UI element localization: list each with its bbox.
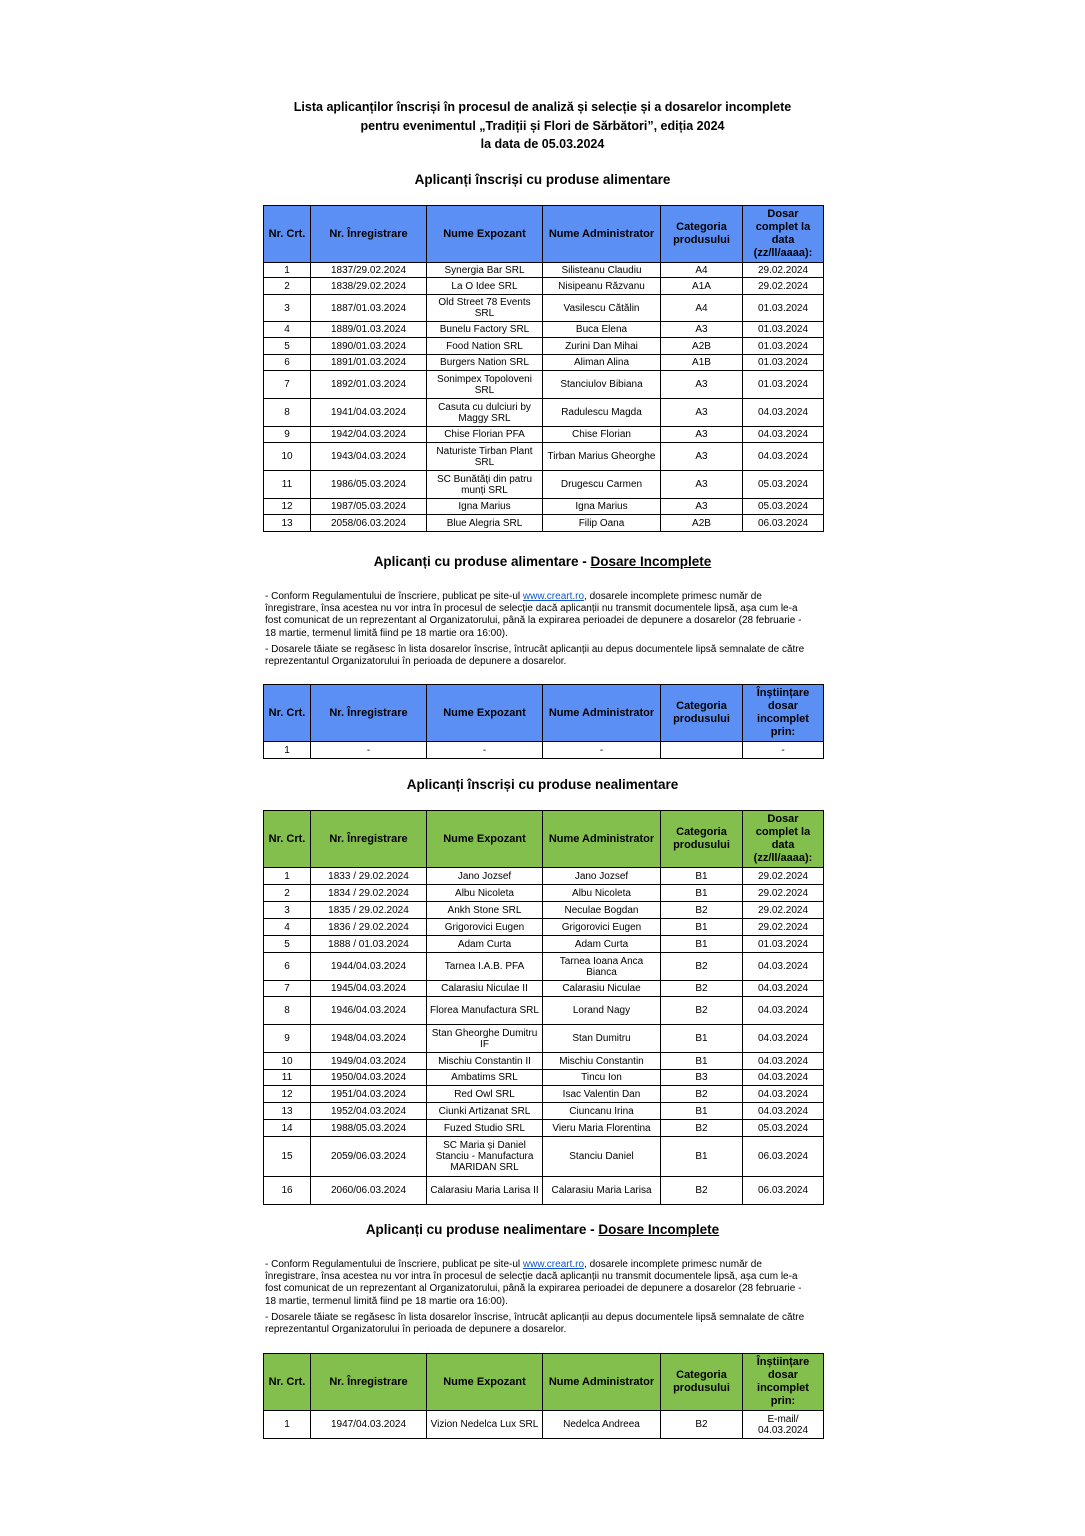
cell-dosar-data: E-mail/ 04.03.2024 <box>743 1411 824 1439</box>
cell-categoria-produsului: B2 <box>661 1120 743 1137</box>
cell-nume-administrator: Stan Dumitru <box>543 1025 661 1053</box>
cell-dosar-data: 04.03.2024 <box>743 997 824 1025</box>
header-categoria-produsului: Categoria produsului <box>661 1354 743 1411</box>
cell-dosar-data: 29.02.2024 <box>743 885 824 902</box>
header-row <box>264 206 824 263</box>
cell-categoria-produsului: A4 <box>661 263 743 278</box>
header-nume-expozant: Nume Expozant <box>427 206 543 263</box>
cell-categoria-produsului: B1 <box>661 885 743 902</box>
cell-dosar-data: 04.03.2024 <box>743 953 824 981</box>
cell-nr-crt: 5 <box>264 936 311 953</box>
cell-nr-crt: 14 <box>264 1120 311 1137</box>
document-title <box>0 98 1085 154</box>
cell-nume-expozant: Red Owl SRL <box>427 1086 543 1103</box>
header-nr-inregistrare: Nr. Înregistrare <box>311 811 427 868</box>
nonfood-incomplete-title-text: Aplicanți cu produse nealimentare - <box>365 1222 599 1237</box>
cell-nume-expozant: Chise Florian PFA <box>427 427 543 443</box>
table-row <box>264 371 824 399</box>
cell-dosar-data: 29.02.2024 <box>743 919 824 936</box>
cell-nume-administrator: Neculae Bogdan <box>543 902 661 919</box>
cell-categoria-produsului: B1 <box>661 868 743 885</box>
cell-dosar-data: 04.03.2024 <box>743 1103 824 1120</box>
cell-nr-crt: 3 <box>264 295 311 322</box>
cell-dosar-data: 04.03.2024 <box>743 427 824 443</box>
cell-categoria-produsului: B2 <box>661 997 743 1025</box>
cell-nr-crt: 16 <box>264 1177 311 1205</box>
cell-nr-inregistrare: 1891/01.03.2024 <box>311 355 427 371</box>
cell-nume-expozant: Old Street 78 Events SRL <box>427 295 543 322</box>
cell-nume-expozant: La O Idee SRL <box>427 278 543 295</box>
cell-nr-inregistrare: 1943/04.03.2024 <box>311 443 427 471</box>
table-row <box>264 1177 824 1205</box>
cell-nr-inregistrare: 1944/04.03.2024 <box>311 953 427 981</box>
table-row <box>264 278 824 295</box>
cell-nume-administrator: Stanciulov Bibiana <box>543 371 661 399</box>
cell-nr-crt: 3 <box>264 902 311 919</box>
cell-nume-expozant: Casuta cu dulciuri by Maggy SRL <box>427 399 543 427</box>
cell-nume-administrator: Tirban Marius Gheorghe <box>543 443 661 471</box>
table-row <box>264 868 824 885</box>
cell-dosar-data: 04.03.2024 <box>743 1053 824 1070</box>
creart-link[interactable]: www.creart.ro <box>522 1259 585 1270</box>
cell-nume-administrator: Radulescu Magda <box>543 399 661 427</box>
cell-nr-crt: 4 <box>264 322 311 338</box>
cell-categoria-produsului: B2 <box>661 902 743 919</box>
cell-nr-inregistrare: 1838/29.02.2024 <box>311 278 427 295</box>
cell-dosar-data: 29.02.2024 <box>743 263 824 278</box>
cell-dosar-data: 06.03.2024 <box>743 515 824 532</box>
cell-categoria-produsului: B1 <box>661 1053 743 1070</box>
cell-nume-expozant: SC Bunătăți din patru munți SRL <box>427 471 543 499</box>
table-row <box>264 427 824 443</box>
table-row <box>264 1086 824 1103</box>
cell-nr-crt: 9 <box>264 427 311 443</box>
cell-nume-expozant: Fuzed Studio SRL <box>427 1120 543 1137</box>
cell-categoria-produsului: A2B <box>661 338 743 355</box>
header-nume-administrator: Nume Administrator <box>543 1354 661 1411</box>
cell-dosar-data: 29.02.2024 <box>743 278 824 295</box>
header-nr-inregistrare: Nr. Înregistrare <box>311 1354 427 1411</box>
note-paragraph-1 <box>265 1259 805 1308</box>
table-row <box>264 919 824 936</box>
cell-nr-inregistrare: 1941/04.03.2024 <box>311 399 427 427</box>
cell-nume-administrator: Nedelca Andreea <box>543 1411 661 1439</box>
table-row <box>264 953 824 981</box>
cell-nr-crt: 8 <box>264 997 311 1025</box>
cell-categoria-produsului: A1A <box>661 278 743 295</box>
header-categoria-produsului: Categoria produsului <box>661 206 743 263</box>
cell-nr-crt: 1 <box>264 742 311 759</box>
title-line-2: pentru evenimentul „Tradiții și Flori de Sărbători”, ediția 2024 <box>360 118 725 133</box>
cell-nume-administrator: Zurini Dan Mihai <box>543 338 661 355</box>
cell-nume-administrator: Mischiu Constantin <box>543 1053 661 1070</box>
cell-categoria-produsului: B3 <box>661 1070 743 1086</box>
cell-categoria-produsului: B1 <box>661 936 743 953</box>
cell-nume-administrator: Filip Oana <box>543 515 661 532</box>
food-registered-title: Aplicanți înscriși cu produse alimentare <box>414 172 671 187</box>
cell-categoria-produsului: B2 <box>661 981 743 997</box>
title-line-1: Lista aplicanților înscriși în procesul de analiză și selecție și a dosarelor incomplete <box>293 100 792 114</box>
cell-nume-expozant: Ambatims SRL <box>427 1070 543 1086</box>
cell-nr-inregistrare: 1948/04.03.2024 <box>311 1025 427 1053</box>
header-nume-expozant: Nume Expozant <box>427 1354 543 1411</box>
cell-nr-inregistrare: 1951/04.03.2024 <box>311 1086 427 1103</box>
cell-nume-administrator: Vieru Maria Florentina <box>543 1120 661 1137</box>
cell-dosar-data: 04.03.2024 <box>743 1025 824 1053</box>
nonfood-incomplete-note <box>265 1259 805 1340</box>
food-incomplete-table <box>263 684 824 759</box>
cell-categoria-produsului: B1 <box>661 1103 743 1120</box>
cell-nume-administrator: Jano Jozsef <box>543 868 661 885</box>
cell-nr-inregistrare: 1890/01.03.2024 <box>311 338 427 355</box>
table-row <box>264 263 824 278</box>
cell-dosar-data: 29.02.2024 <box>743 868 824 885</box>
cell-dosar-data: 04.03.2024 <box>743 399 824 427</box>
nonfood-incomplete-table <box>263 1353 824 1439</box>
cell-nume-expozant: Calarasiu Niculae II <box>427 981 543 997</box>
table-row <box>264 322 824 338</box>
header-nr-crt: Nr. Crt. <box>264 206 311 263</box>
table-row <box>264 1120 824 1137</box>
cell-categoria-produsului: A3 <box>661 322 743 338</box>
food-incomplete-title-underlined: Dosare Incomplete <box>590 554 712 569</box>
cell-nr-inregistrare: - <box>311 742 427 759</box>
cell-dosar-data: 01.03.2024 <box>743 338 824 355</box>
cell-nr-inregistrare: 1949/04.03.2024 <box>311 1053 427 1070</box>
cell-nr-crt: 5 <box>264 338 311 355</box>
cell-nr-inregistrare: 2060/06.03.2024 <box>311 1177 427 1205</box>
cell-nume-administrator: Nisipeanu Răzvanu <box>543 278 661 295</box>
cell-nr-crt: 6 <box>264 953 311 981</box>
cell-nume-administrator: Chise Florian <box>543 427 661 443</box>
table-row <box>264 515 824 532</box>
table-row <box>264 936 824 953</box>
cell-dosar-data: 04.03.2024 <box>743 1070 824 1086</box>
cell-nr-inregistrare: 2059/06.03.2024 <box>311 1137 427 1177</box>
cell-nr-inregistrare: 1834 / 29.02.2024 <box>311 885 427 902</box>
cell-categoria-produsului: B1 <box>661 919 743 936</box>
cell-categoria-produsului: B1 <box>661 1137 743 1177</box>
header-row <box>264 811 824 868</box>
header-nume-expozant: Nume Expozant <box>427 685 543 742</box>
cell-nume-administrator: Silisteanu Claudiu <box>543 263 661 278</box>
cell-nr-crt: 13 <box>264 1103 311 1120</box>
nonfood-incomplete-title-underlined: Dosare Incomplete <box>598 1222 720 1237</box>
cell-categoria-produsului: A3 <box>661 443 743 471</box>
header-nr-crt: Nr. Crt. <box>264 811 311 868</box>
cell-nr-crt: 12 <box>264 499 311 515</box>
cell-nr-crt: 9 <box>264 1025 311 1053</box>
table-row <box>264 499 824 515</box>
cell-nume-administrator: Calarasiu Maria Larisa <box>543 1177 661 1205</box>
cell-nume-administrator: Ciuncanu Irina <box>543 1103 661 1120</box>
food-incomplete-title <box>0 554 1085 569</box>
cell-nr-crt: 11 <box>264 1070 311 1086</box>
note-paragraph-2: - Dosarele tăiate se regăsesc în lista dosarelor înscrise, întrucât aplicanții au depus documentele lipsă semnalate de către reprezentantul Organizatorului în perioada de depunere a dosarelor. <box>265 1311 805 1336</box>
cell-nr-crt: 8 <box>264 399 311 427</box>
cell-nume-administrator: Grigorovici Eugen <box>543 919 661 936</box>
cell-nume-expozant: Mischiu Constantin II <box>427 1053 543 1070</box>
header-categoria-produsului: Categoria produsului <box>661 685 743 742</box>
cell-categoria-produsului <box>661 742 743 759</box>
cell-nume-expozant: Blue Alegria SRL <box>427 515 543 532</box>
cell-categoria-produsului: A3 <box>661 471 743 499</box>
cell-categoria-produsului: A2B <box>661 515 743 532</box>
cell-categoria-produsului: A3 <box>661 399 743 427</box>
nonfood-registered-table <box>263 810 824 1205</box>
cell-nume-administrator: Igna Marius <box>543 499 661 515</box>
food-registered-table <box>263 205 824 532</box>
header-row <box>264 1354 824 1411</box>
cell-nr-crt: 15 <box>264 1137 311 1177</box>
creart-link[interactable]: www.creart.ro <box>522 591 585 602</box>
header-nr-crt: Nr. Crt. <box>264 1354 311 1411</box>
header-row <box>264 685 824 742</box>
cell-nr-inregistrare: 1889/01.03.2024 <box>311 322 427 338</box>
cell-dosar-data: 04.03.2024 <box>743 1086 824 1103</box>
cell-nr-crt: 2 <box>264 885 311 902</box>
cell-categoria-produsului: B2 <box>661 953 743 981</box>
cell-nr-inregistrare: 1952/04.03.2024 <box>311 1103 427 1120</box>
cell-nr-crt: 13 <box>264 515 311 532</box>
cell-nume-expozant: Igna Marius <box>427 499 543 515</box>
cell-nume-administrator: Stanciu Daniel <box>543 1137 661 1177</box>
cell-nume-administrator: Calarasiu Niculae <box>543 981 661 997</box>
table-row <box>264 1070 824 1086</box>
cell-nume-expozant: Grigorovici Eugen <box>427 919 543 936</box>
cell-nume-expozant: Burgers Nation SRL <box>427 355 543 371</box>
table-row <box>264 742 824 759</box>
note-text-after: , dosarele incomplete primesc număr de înregistrare, însa acestea nu vor intra în procesul de selecție dacă aplicanții nu transmit documentele lipsă, așa cum le-a fost comunicat de un reprezentant al Organizatorului, până la expirarea perioadei de depunere a dosarelor (28 februarie - 18 martie, termenul limită fiind pe 18 martie ora 16:00). <box>265 591 802 639</box>
cell-nume-administrator: Tincu Ion <box>543 1070 661 1086</box>
cell-nume-expozant: Ciunki Artizanat SRL <box>427 1103 543 1120</box>
table-row <box>264 338 824 355</box>
header-nume-administrator: Nume Administrator <box>543 811 661 868</box>
cell-dosar-data: 04.03.2024 <box>743 443 824 471</box>
cell-nume-expozant: SC Maria și Daniel Stanciu - Manufactura MARIDAN SRL <box>427 1137 543 1177</box>
table-row <box>264 1053 824 1070</box>
cell-dosar-data: 05.03.2024 <box>743 1120 824 1137</box>
cell-dosar-data: 29.02.2024 <box>743 902 824 919</box>
header-dosar-data: Înștiințare dosar incomplet prin: <box>743 685 824 742</box>
header-nume-administrator: Nume Administrator <box>543 206 661 263</box>
cell-nr-inregistrare: 1942/04.03.2024 <box>311 427 427 443</box>
cell-categoria-produsului: B2 <box>661 1177 743 1205</box>
table-row <box>264 443 824 471</box>
cell-nr-inregistrare: 1888 / 01.03.2024 <box>311 936 427 953</box>
table-row <box>264 295 824 322</box>
cell-nume-administrator: Isac Valentin Dan <box>543 1086 661 1103</box>
cell-nr-crt: 1 <box>264 868 311 885</box>
cell-nr-inregistrare: 1837/29.02.2024 <box>311 263 427 278</box>
cell-nume-expozant: Synergia Bar SRL <box>427 263 543 278</box>
food-incomplete-title-text: Aplicanți cu produse alimentare - <box>373 554 591 569</box>
table-row <box>264 1103 824 1120</box>
cell-dosar-data: 05.03.2024 <box>743 471 824 499</box>
cell-nume-expozant: Bunelu Factory SRL <box>427 322 543 338</box>
cell-nume-expozant: Florea Manufactura SRL <box>427 997 543 1025</box>
cell-nr-inregistrare: 1833 / 29.02.2024 <box>311 868 427 885</box>
cell-nr-crt: 6 <box>264 355 311 371</box>
cell-nume-administrator: Tarnea Ioana Anca Bianca <box>543 953 661 981</box>
cell-nr-crt: 11 <box>264 471 311 499</box>
header-categoria-produsului: Categoria produsului <box>661 811 743 868</box>
cell-nr-crt: 12 <box>264 1086 311 1103</box>
cell-nr-crt: 4 <box>264 919 311 936</box>
cell-nr-inregistrare: 1987/05.03.2024 <box>311 499 427 515</box>
note-text-before: - Conform Regulamentului de înscriere, publicat pe site-ul <box>265 1259 523 1270</box>
nonfood-incomplete-title <box>0 1222 1085 1237</box>
cell-nr-inregistrare: 1986/05.03.2024 <box>311 471 427 499</box>
header-nr-crt: Nr. Crt. <box>264 685 311 742</box>
cell-categoria-produsului: B2 <box>661 1411 743 1439</box>
header-nr-inregistrare: Nr. Înregistrare <box>311 685 427 742</box>
header-dosar-data: Înștiințare dosar incomplet prin: <box>743 1354 824 1411</box>
table-row <box>264 885 824 902</box>
cell-nume-expozant: Jano Jozsef <box>427 868 543 885</box>
cell-nr-inregistrare: 1950/04.03.2024 <box>311 1070 427 1086</box>
cell-nume-administrator: Adam Curta <box>543 936 661 953</box>
table-row <box>264 471 824 499</box>
cell-nume-expozant: Sonimpex Topoloveni SRL <box>427 371 543 399</box>
cell-dosar-data: 01.03.2024 <box>743 355 824 371</box>
cell-nr-crt: 1 <box>264 263 311 278</box>
cell-dosar-data: - <box>743 742 824 759</box>
cell-nr-crt: 1 <box>264 1411 311 1439</box>
cell-nume-administrator: Aliman Alina <box>543 355 661 371</box>
cell-nume-expozant: Tarnea I.A.B. PFA <box>427 953 543 981</box>
cell-dosar-data: 01.03.2024 <box>743 295 824 322</box>
table-row <box>264 981 824 997</box>
cell-nr-crt: 7 <box>264 981 311 997</box>
title-line-3: la data de 05.03.2024 <box>480 137 605 151</box>
cell-nume-administrator: Buca Elena <box>543 322 661 338</box>
table-row <box>264 997 824 1025</box>
cell-nume-expozant: Albu Nicoleta <box>427 885 543 902</box>
cell-nr-crt: 10 <box>264 443 311 471</box>
header-nume-administrator: Nume Administrator <box>543 685 661 742</box>
note-text-after: , dosarele incomplete primesc număr de înregistrare, însa acestea nu vor intra în procesul de selecție dacă aplicanții nu transmit documentele lipsă, așa cum le-a fost comunicat de un reprezentant al Organizatorului, până la expirarea perioadei de depunere a dosarelor (28 februarie - 18 martie, termenul limită fiind pe 18 martie ora 16:00). <box>265 1259 802 1307</box>
cell-nume-administrator: Drugescu Carmen <box>543 471 661 499</box>
cell-nr-inregistrare: 1946/04.03.2024 <box>311 997 427 1025</box>
header-dosar-data: Dosar complet la data (zz/ll/aaaa): <box>743 206 824 263</box>
cell-dosar-data: 01.03.2024 <box>743 371 824 399</box>
cell-nr-inregistrare: 1835 / 29.02.2024 <box>311 902 427 919</box>
cell-nume-expozant: Calarasiu Maria Larisa II <box>427 1177 543 1205</box>
cell-categoria-produsului: A3 <box>661 371 743 399</box>
cell-dosar-data: 06.03.2024 <box>743 1177 824 1205</box>
cell-nume-expozant: Vizion Nedelca Lux SRL <box>427 1411 543 1439</box>
header-nr-inregistrare: Nr. Înregistrare <box>311 206 427 263</box>
header-dosar-data: Dosar complet la data (zz/ll/aaaa): <box>743 811 824 868</box>
food-incomplete-note <box>265 591 805 672</box>
cell-nr-inregistrare: 1887/01.03.2024 <box>311 295 427 322</box>
cell-categoria-produsului: A4 <box>661 295 743 322</box>
cell-nume-expozant: Food Nation SRL <box>427 338 543 355</box>
table-row <box>264 1411 824 1439</box>
cell-nume-administrator: Lorand Nagy <box>543 997 661 1025</box>
table-row <box>264 355 824 371</box>
table-row <box>264 399 824 427</box>
cell-categoria-produsului: A1B <box>661 355 743 371</box>
cell-categoria-produsului: B1 <box>661 1025 743 1053</box>
cell-nr-crt: 7 <box>264 371 311 399</box>
table-row <box>264 1025 824 1053</box>
cell-dosar-data: 04.03.2024 <box>743 981 824 997</box>
cell-nr-crt: 10 <box>264 1053 311 1070</box>
table-row <box>264 902 824 919</box>
cell-nume-administrator: Vasilescu Cătălin <box>543 295 661 322</box>
cell-nume-expozant: Stan Gheorghe Dumitru IF <box>427 1025 543 1053</box>
cell-nr-inregistrare: 1836 / 29.02.2024 <box>311 919 427 936</box>
cell-nume-expozant: Naturiste Tirban Plant SRL <box>427 443 543 471</box>
cell-dosar-data: 06.03.2024 <box>743 1137 824 1177</box>
note-paragraph-1 <box>265 591 805 640</box>
cell-dosar-data: 01.03.2024 <box>743 322 824 338</box>
cell-categoria-produsului: A3 <box>661 427 743 443</box>
note-paragraph-2: - Dosarele tăiate se regăsesc în lista dosarelor înscrise, întrucât aplicanții au depus documentele lipsă semnalate de către reprezentantul Organizatorului în perioada de depunere a dosarelor. <box>265 643 805 668</box>
cell-nume-expozant: Adam Curta <box>427 936 543 953</box>
cell-nr-inregistrare: 1988/05.03.2024 <box>311 1120 427 1137</box>
table-row <box>264 1137 824 1177</box>
cell-categoria-produsului: B2 <box>661 1086 743 1103</box>
cell-nr-inregistrare: 1947/04.03.2024 <box>311 1411 427 1439</box>
cell-dosar-data: 01.03.2024 <box>743 936 824 953</box>
cell-nr-inregistrare: 2058/06.03.2024 <box>311 515 427 532</box>
cell-categoria-produsului: A3 <box>661 499 743 515</box>
cell-dosar-data: 05.03.2024 <box>743 499 824 515</box>
cell-nume-expozant: Ankh Stone SRL <box>427 902 543 919</box>
cell-nr-crt: 2 <box>264 278 311 295</box>
cell-nume-administrator: Albu Nicoleta <box>543 885 661 902</box>
cell-nr-inregistrare: 1892/01.03.2024 <box>311 371 427 399</box>
header-nume-expozant: Nume Expozant <box>427 811 543 868</box>
nonfood-registered-title: Aplicanți înscriși cu produse nealimentare <box>406 777 679 792</box>
cell-nume-administrator: - <box>543 742 661 759</box>
cell-nr-inregistrare: 1945/04.03.2024 <box>311 981 427 997</box>
cell-nume-expozant: - <box>427 742 543 759</box>
note-text-before: - Conform Regulamentului de înscriere, publicat pe site-ul <box>265 591 523 602</box>
